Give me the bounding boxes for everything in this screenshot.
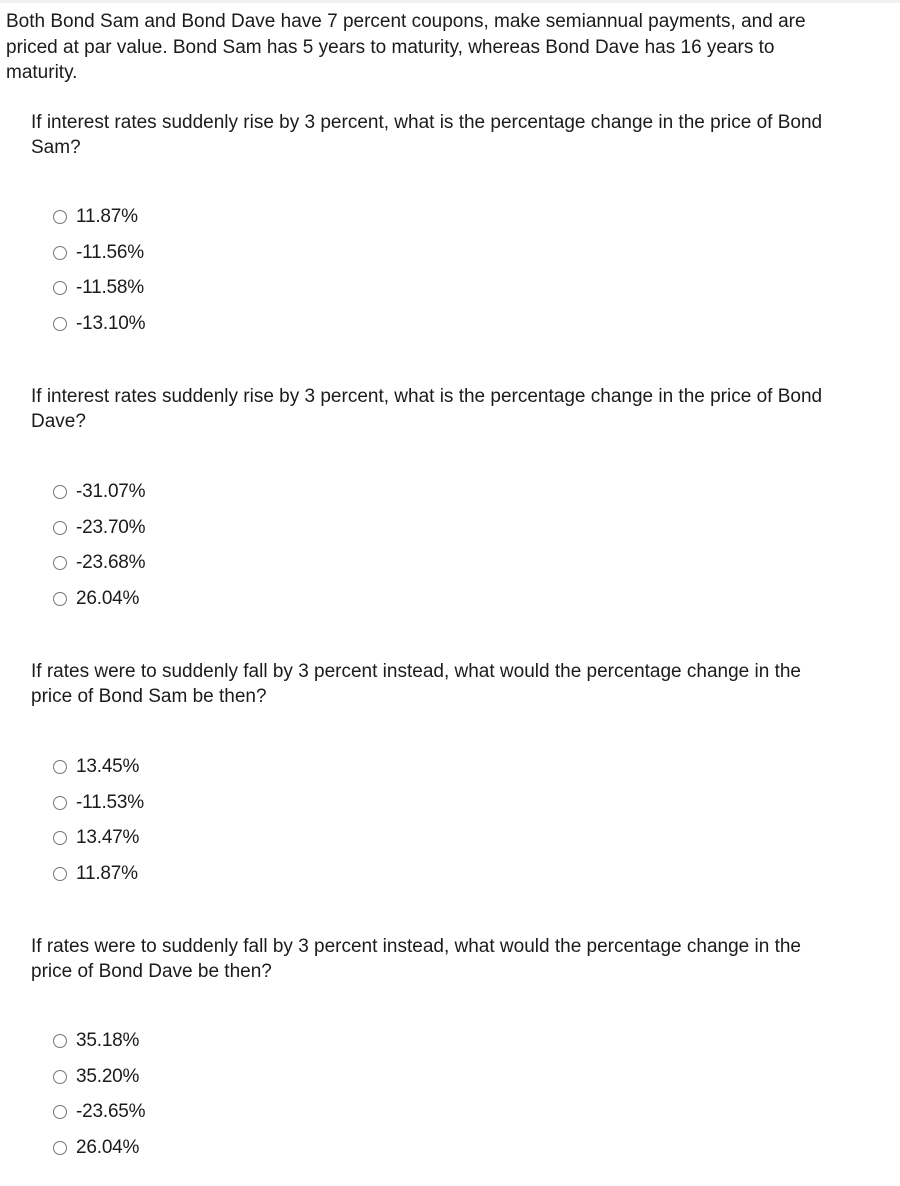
question-1-text: If interest rates suddenly rise by 3 percent, what is the percentage change in the price of Bond Sam? xyxy=(31,112,823,158)
radio-button[interactable] xyxy=(53,485,67,499)
radio-button[interactable] xyxy=(53,867,67,881)
option-label: 35.18% xyxy=(76,1029,140,1051)
option-label: 26.04% xyxy=(76,1136,140,1158)
question-3-options xyxy=(53,749,144,892)
question-2-options xyxy=(53,474,145,617)
option-label: 26.04% xyxy=(76,587,140,609)
question-4-option-2[interactable] xyxy=(53,1059,145,1095)
option-label: -23.65% xyxy=(76,1101,146,1123)
question-1 xyxy=(31,110,846,160)
question-1-options xyxy=(53,199,145,342)
option-label: -23.70% xyxy=(76,516,146,538)
radio-button[interactable] xyxy=(53,1034,67,1048)
radio-button[interactable] xyxy=(53,521,67,535)
question-2-option-1[interactable] xyxy=(53,474,145,510)
option-label: 11.87% xyxy=(76,862,138,884)
question-3 xyxy=(31,659,846,709)
radio-button[interactable] xyxy=(53,556,67,570)
question-4-option-4[interactable] xyxy=(53,1130,145,1166)
question-4-options xyxy=(53,1023,145,1166)
question-3-option-1[interactable] xyxy=(53,749,144,785)
question-3-option-4[interactable] xyxy=(53,856,144,892)
question-1-option-1[interactable] xyxy=(53,199,145,235)
radio-button[interactable] xyxy=(53,760,67,774)
radio-button[interactable] xyxy=(53,246,67,260)
question-1-option-3[interactable] xyxy=(53,270,145,306)
question-4-option-3[interactable] xyxy=(53,1094,145,1130)
question-2 xyxy=(31,384,846,434)
option-label: -11.56% xyxy=(76,241,144,263)
option-label: -11.58% xyxy=(76,277,144,299)
option-label: -31.07% xyxy=(76,480,146,502)
question-2-option-4[interactable] xyxy=(53,581,145,617)
question-2-text: If interest rates suddenly rise by 3 percent, what is the percentage change in the price of Bond Dave? xyxy=(31,386,823,432)
question-1-option-2[interactable] xyxy=(53,235,145,271)
question-4 xyxy=(31,934,846,984)
radio-button[interactable] xyxy=(53,831,67,845)
option-label: 11.87% xyxy=(76,205,138,227)
option-label: 13.47% xyxy=(76,827,140,849)
radio-button[interactable] xyxy=(53,592,67,606)
radio-button[interactable] xyxy=(53,1070,67,1084)
question-3-text: If rates were to suddenly fall by 3 percent instead, what would the percentage change in the price of Bond Sam be then? xyxy=(31,661,801,707)
radio-button[interactable] xyxy=(53,210,67,224)
radio-button[interactable] xyxy=(53,1105,67,1119)
question-2-option-2[interactable] xyxy=(53,510,145,546)
question-1-option-4[interactable] xyxy=(53,306,145,342)
radio-button[interactable] xyxy=(53,317,67,331)
question-3-option-2[interactable] xyxy=(53,785,144,821)
question-4-text: If rates were to suddenly fall by 3 percent instead, what would the percentage change in the price of Bond Dave be then? xyxy=(31,936,801,982)
option-label: -11.53% xyxy=(76,791,144,813)
question-2-option-3[interactable] xyxy=(53,545,145,581)
radio-button[interactable] xyxy=(53,281,67,295)
option-label: 13.45% xyxy=(76,755,140,777)
option-label: -13.10% xyxy=(76,312,146,334)
radio-button[interactable] xyxy=(53,1141,67,1155)
question-3-option-3[interactable] xyxy=(53,820,144,856)
option-label: 35.20% xyxy=(76,1065,140,1087)
problem-intro: Both Bond Sam and Bond Dave have 7 percent coupons, make semiannual payments, and are priced at par value. Bond Sam has 5 years to maturity, whereas Bond Dave has 16 years to maturity. xyxy=(6,11,806,83)
question-4-option-1[interactable] xyxy=(53,1023,145,1059)
option-label: -23.68% xyxy=(76,552,146,574)
radio-button[interactable] xyxy=(53,796,67,810)
top-divider xyxy=(0,0,900,3)
